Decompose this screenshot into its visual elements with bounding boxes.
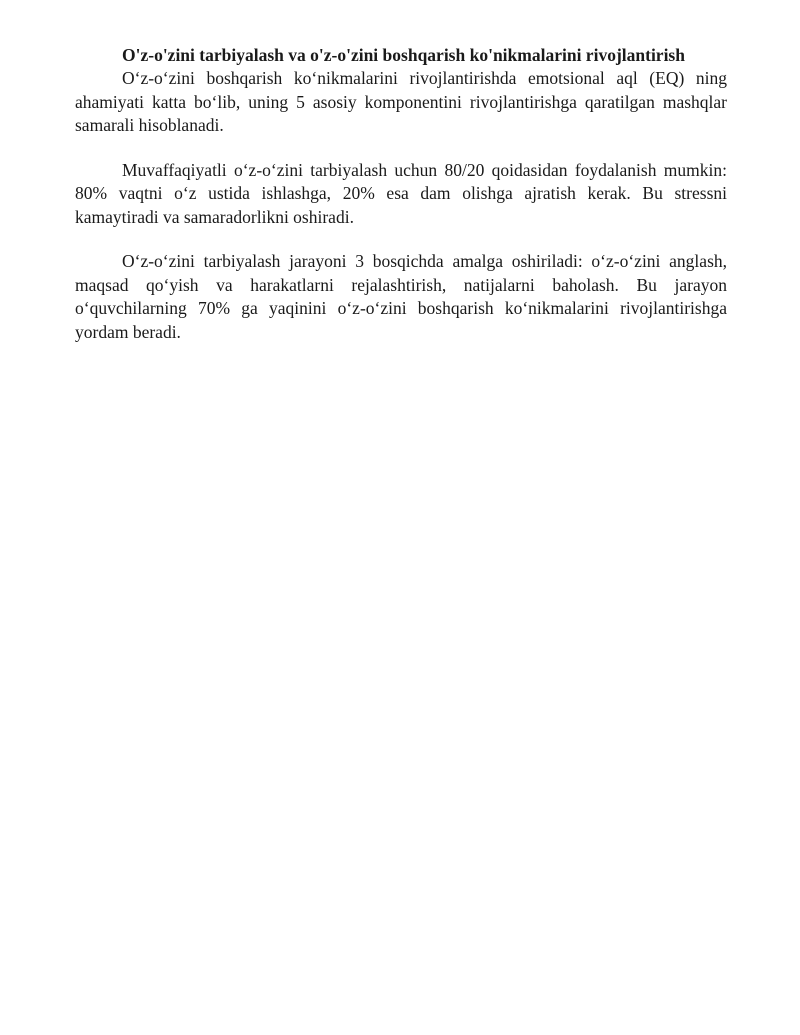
paragraph-eq: O‘z-o‘zini boshqarish ko‘nikmalarini rivojlantirishda emotsional aql (EQ) ning ahamiyati katta bo‘lib, uning 5 asosiy komponentini rivojlantirishga qaratilgan mashqlar samarali hisoblanadi.: [75, 68, 727, 135]
document-title: O'z-o'zini tarbiyalash va o'z-o'zini boshqarish ko'nikmalarini rivojlantirish: [122, 45, 685, 65]
document-page: [75, 44, 727, 344]
paragraph-80-20-rule: Muvaffaqiyatli o‘z-o‘zini tarbiyalash uchun 80/20 qoidasidan foydalanish mumkin: 80% vaqtni o‘z ustida ishlashga, 20% esa dam olishga ajratish kerak. Bu stressni kamaytiradi va samaradorlikni oshiradi.: [75, 159, 727, 227]
paragraph-three-stages: O‘z-o‘zini tarbiyalash jarayoni 3 bosqichda amalga oshiriladi: o‘z-o‘zini anglash, maqsad qo‘yish va harakatlarni rejalashtirish, natijalarni baholash. Bu jarayon o‘quvchilarning 70% ga yaqinini o‘z-o‘zini boshqarish ko‘nikmalarini rivojlantirishga yordam beradi.: [75, 251, 727, 342]
